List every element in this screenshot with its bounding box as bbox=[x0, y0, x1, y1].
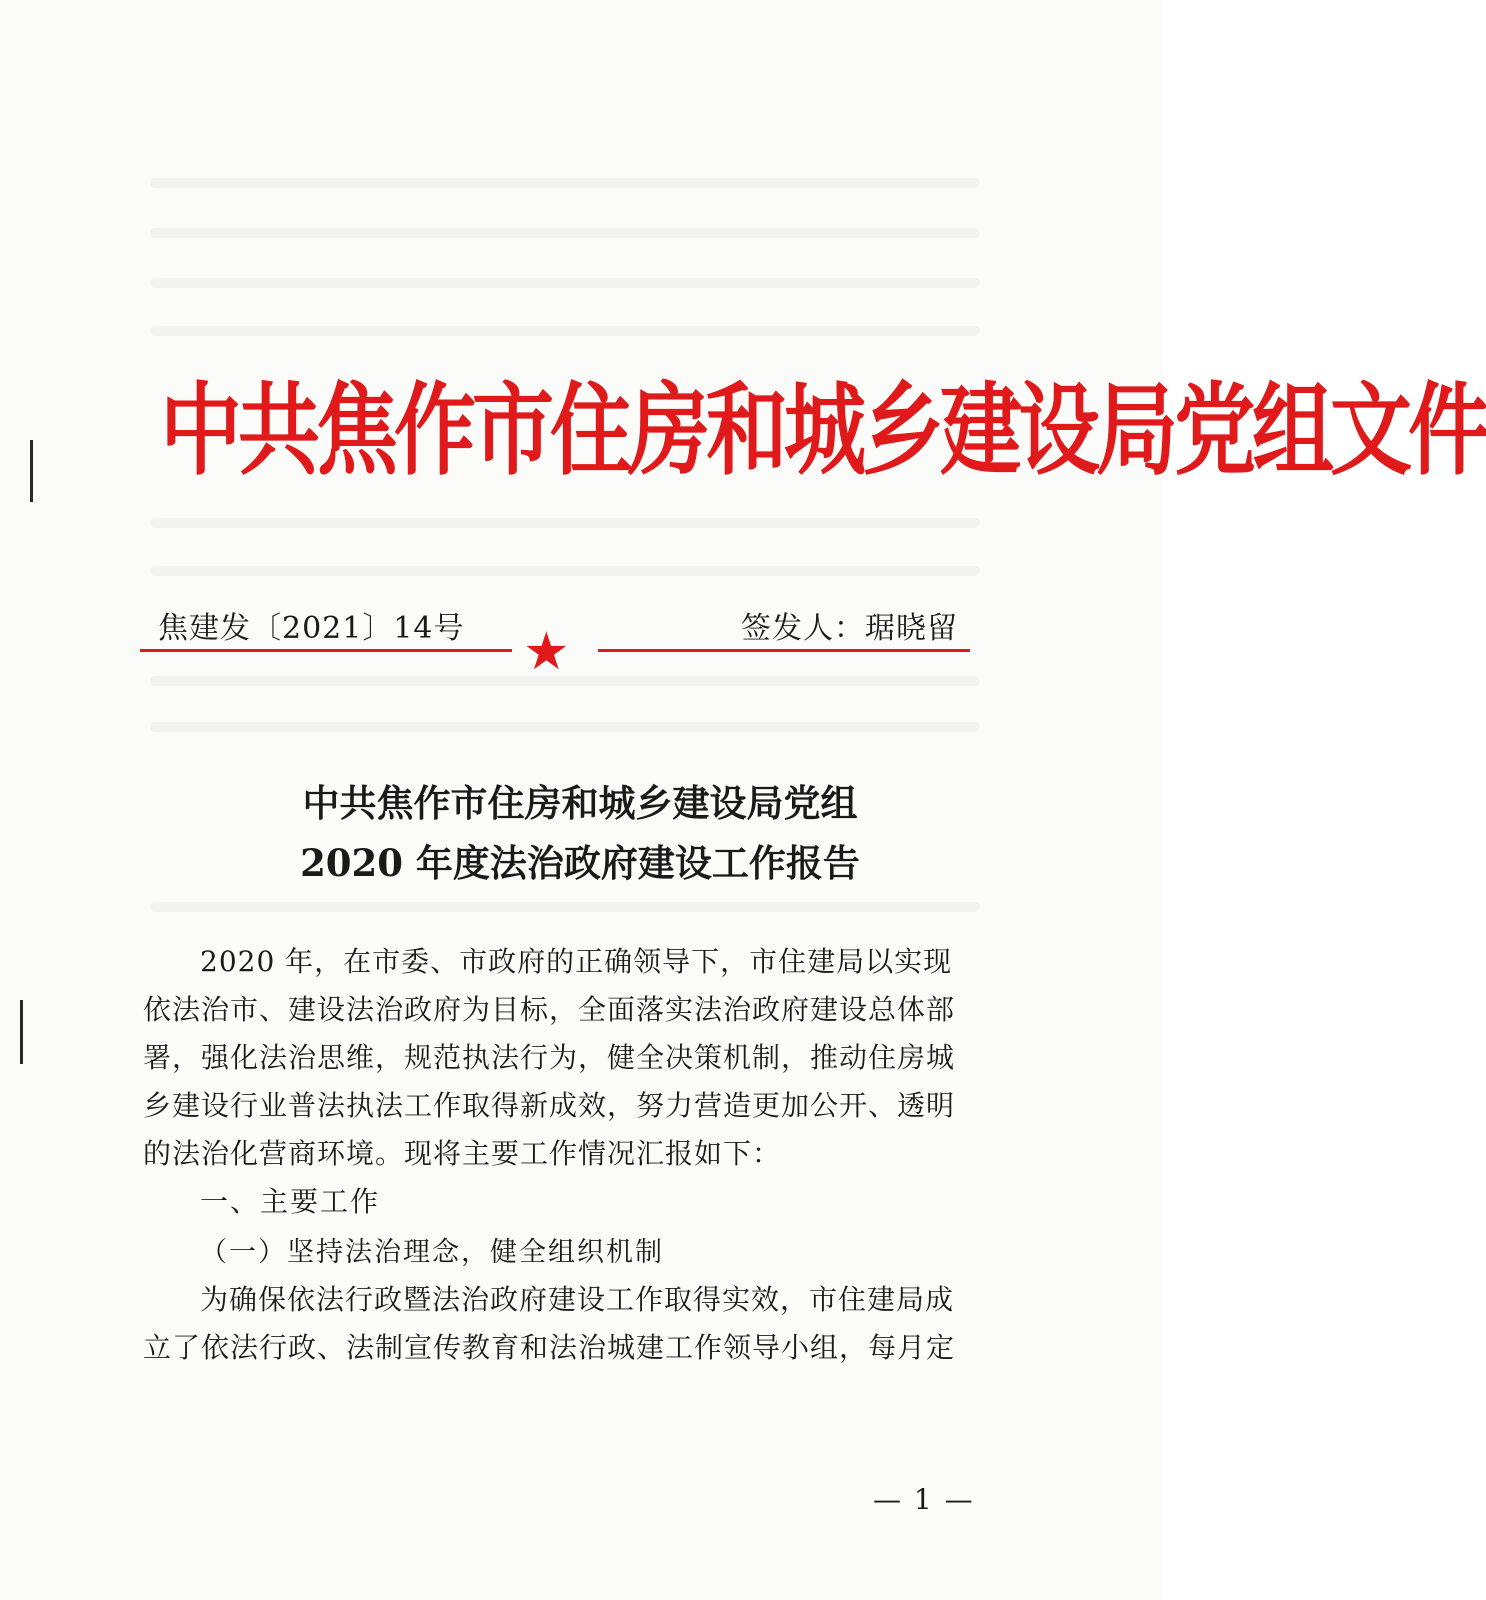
bleed-through-line bbox=[150, 518, 980, 528]
masthead-title: 中共焦作市住房和城乡建设局党组文件 bbox=[160, 373, 1486, 490]
red-divider-right bbox=[598, 649, 970, 652]
bleed-through-line bbox=[150, 278, 980, 288]
bleed-through-line bbox=[150, 902, 980, 912]
signer: 签发人：琚晓留 bbox=[741, 611, 958, 646]
section-heading: 一、主要工作 bbox=[200, 1185, 381, 1218]
intro-line-3: 署，强化法治思维，规范执法行为，健全决策机制，推动住房城 bbox=[143, 1041, 956, 1074]
binding-mark-top bbox=[30, 440, 33, 502]
bleed-through-line bbox=[150, 228, 980, 238]
red-divider-left bbox=[140, 649, 512, 652]
subsection-heading: （一）坚持法治理念，健全组织机制 bbox=[200, 1237, 664, 1268]
bleed-through-line bbox=[150, 326, 980, 336]
bleed-through-line bbox=[150, 722, 980, 732]
section-line-2: 立了依法行政、法制宣传教育和法治城建工作领导小组，每月定 bbox=[143, 1331, 956, 1364]
report-title-line-1: 中共焦作市住房和城乡建设局党组 bbox=[302, 781, 858, 825]
intro-line-1: 2020 年，在市委、市政府的正确领导下，市住建局以实现 bbox=[200, 945, 953, 978]
intro-line-5: 的法治化营商环境。现将主要工作情况汇报如下： bbox=[143, 1137, 782, 1170]
intro-line-4: 乡建设行业普法执法工作取得新成效，努力营造更加公开、透明 bbox=[143, 1089, 956, 1122]
section-line-1: 为确保依法行政暨法治政府建设工作取得实效，市住建局成 bbox=[200, 1283, 955, 1316]
document-number: 焦建发〔2021〕14号 bbox=[158, 611, 465, 646]
bleed-through-line bbox=[150, 566, 980, 576]
binding-mark-bottom bbox=[20, 1000, 23, 1064]
page-number: — 1 — bbox=[873, 1483, 975, 1516]
report-title-line-2: 2020 年度法治政府建设工作报告 bbox=[300, 841, 860, 885]
intro-line-2: 依法治市、建设法治政府为目标，全面落实法治政府建设总体部 bbox=[143, 993, 956, 1026]
bleed-through-line bbox=[150, 178, 980, 188]
red-star-icon: ★ bbox=[523, 622, 570, 682]
